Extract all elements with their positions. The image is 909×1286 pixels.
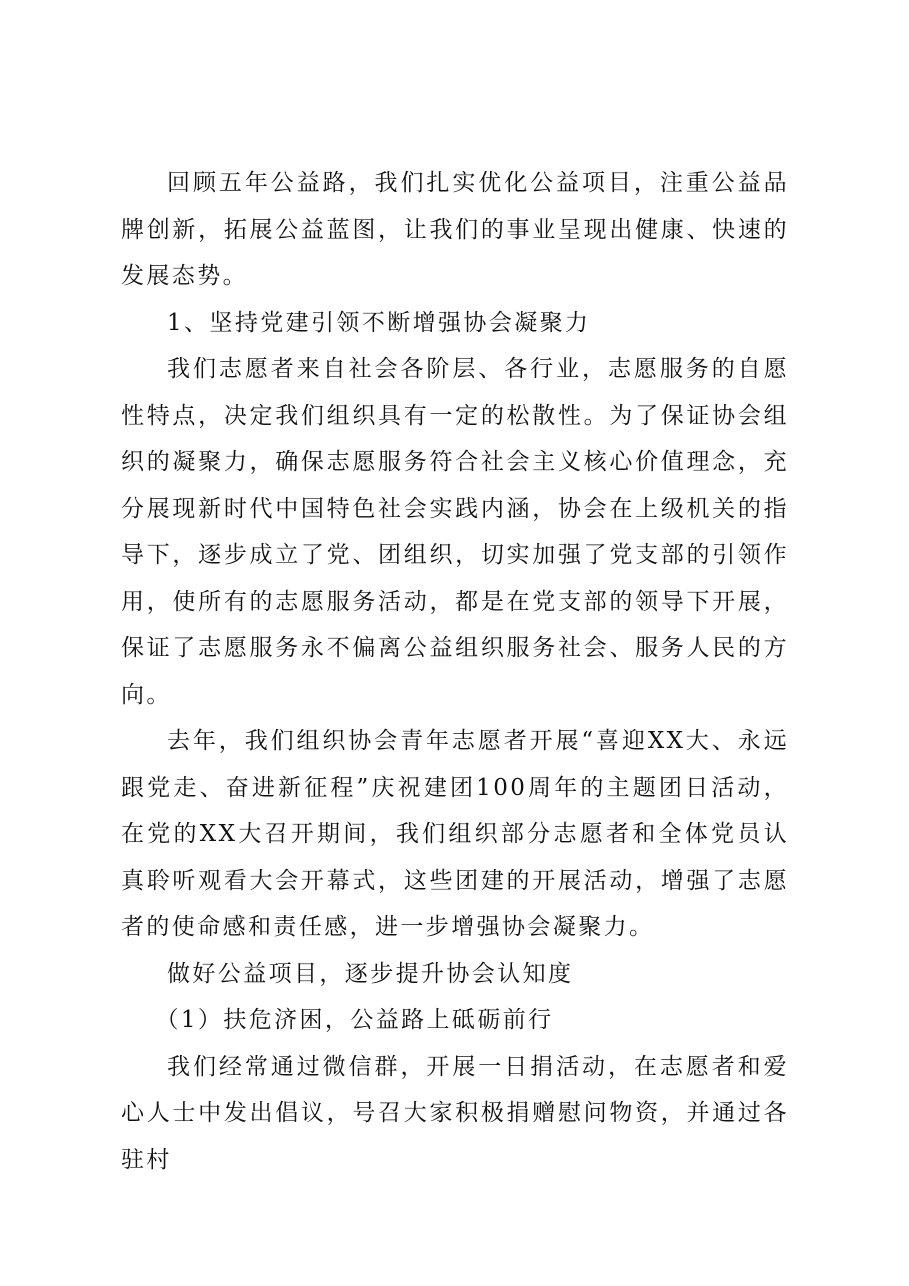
intro-paragraph: 回顾五年公益路，我们扎实优化公益项目，注重公益品牌创新，拓展公益蓝图，让我们的事业呈现出健康、快速的发展态势。 <box>121 170 789 289</box>
body-paragraph-donation: 我们经常通过微信群，开展一日捐活动，在志愿者和爱心人士中发出倡议，号召大家积极捐赠慰问物资，并通过各驻村 <box>121 1053 789 1173</box>
body-paragraph-cohesion: 我们志愿者来自社会各阶层、各行业，志愿服务的自愿性特点，决定我们组织具有一定的松散性。为了保证协会组织的凝聚力，确保志愿服务符合社会主义核心价值理念，充分展现新时代中国特色社会实践内涵，协会在上级机关的指导下，逐步成立了党、团组织，切实加强了党支部的引领作用，使所有的志愿服务活动，都是在党支部的领导下开展，保证了志愿服务永不偏离公益组织服务社会、服务人民的方向。 <box>121 356 789 708</box>
body-paragraph-activities: 去年，我们组织协会青年志愿者开展“喜迎XX大、永远跟党走、奋进新征程”庆祝建团100周年的主题团日活动，在党的XX大召开期间，我们组织部分志愿者和全体党员认真聆听观看大会开幕式，这些团建的开展活动，增强了志愿者的使命感和责任感，进一步增强协会凝聚力。 <box>121 728 789 940</box>
document-body <box>121 160 789 1183</box>
section-heading-1: 1、坚持党建引领不断增强协会凝聚力 <box>167 309 591 336</box>
section-heading-2: 做好公益项目，逐步提升协会认知度 <box>167 960 574 987</box>
subsection-heading-1: （1）扶危济困，公益路上砥砺前行 <box>155 1007 554 1033</box>
